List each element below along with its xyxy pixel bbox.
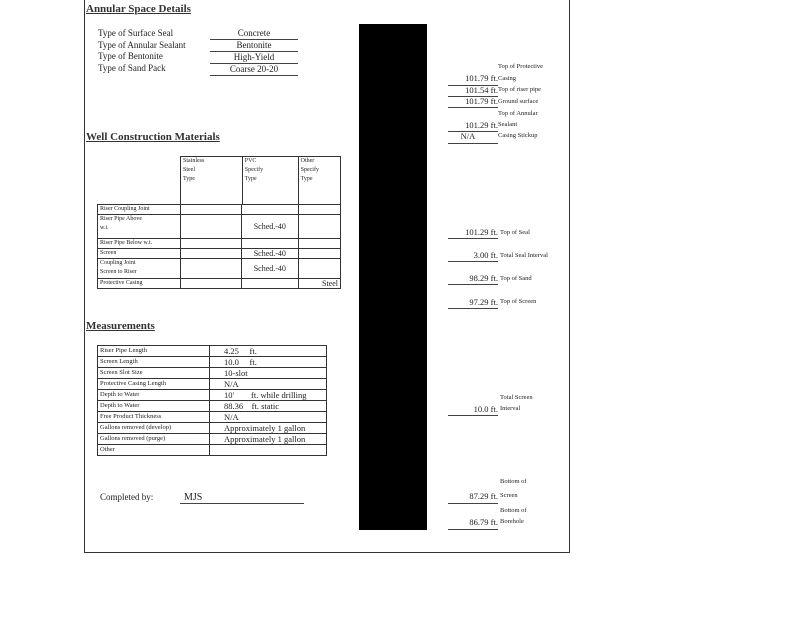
cell-value: Sched.-40 bbox=[242, 215, 298, 239]
measurements-table bbox=[97, 345, 327, 456]
elev-label: Screen bbox=[500, 492, 518, 499]
table-row bbox=[98, 215, 341, 239]
elev-line bbox=[448, 284, 498, 285]
elev-value: 101.79 ft. bbox=[465, 73, 498, 83]
annular-values bbox=[210, 28, 298, 76]
elev-label: Top of Protective bbox=[498, 63, 544, 70]
elev-label: Casing Stickup bbox=[498, 132, 538, 139]
form-frame-left bbox=[84, 0, 85, 553]
elev-value: N/A bbox=[460, 131, 476, 141]
annular-value: Coarse 20-20 bbox=[210, 64, 298, 76]
elev-label: Top of Screen bbox=[500, 298, 537, 305]
measurements-title: Measurements bbox=[86, 320, 155, 332]
table-row: Riser Pipe Length 4.25 ft. bbox=[98, 346, 327, 357]
materials-header-table bbox=[180, 156, 341, 205]
elev-line bbox=[448, 308, 498, 309]
elev-line bbox=[448, 261, 498, 262]
annular-label: Type of Annular Sealant bbox=[98, 39, 186, 50]
elev-label: Total Seal Interval bbox=[500, 252, 548, 259]
annular-title: Annular Space Details bbox=[86, 3, 191, 15]
header-pvc: PVC Specify Type bbox=[242, 157, 298, 205]
elev-label: Top of Seal bbox=[500, 229, 530, 236]
elev-value: 97.29 ft. bbox=[469, 297, 498, 307]
elev-label: Top of Annular bbox=[498, 110, 538, 117]
row-label: Riser Coupling Joint bbox=[98, 205, 181, 215]
cell-value: Steel bbox=[298, 279, 340, 289]
elev-value: 3.00 ft. bbox=[473, 250, 498, 260]
completed-value: MJS bbox=[180, 492, 304, 504]
annular-labels bbox=[98, 28, 186, 74]
elev-label: Interval bbox=[500, 405, 521, 412]
table-row: Free Product Thickness N/A bbox=[98, 412, 327, 423]
row-label: Riser Pipe Above w.t. bbox=[98, 215, 181, 239]
well-column bbox=[359, 24, 427, 530]
elev-label: Sealant bbox=[498, 121, 518, 128]
elev-line bbox=[448, 415, 498, 416]
table-row: Other bbox=[98, 445, 327, 456]
elev-label: Total Screen bbox=[500, 394, 533, 401]
elev-value: 10.0 ft. bbox=[473, 404, 498, 414]
table-row: Gallons removed (develop) Approximately 1 gallon bbox=[98, 423, 327, 434]
elev-value: 86.79 ft. bbox=[469, 517, 498, 527]
header-other: Other Specify Type bbox=[298, 157, 340, 205]
annular-label: Type of Surface Seal bbox=[98, 28, 174, 38]
elev-label: Borehole bbox=[500, 518, 524, 525]
annular-value: Concrete bbox=[210, 28, 298, 40]
table-row bbox=[98, 239, 341, 249]
elev-value: 101.54 ft. bbox=[465, 85, 498, 95]
elev-value: 101.79 ft. bbox=[465, 96, 498, 106]
elev-value: 101.29 ft. bbox=[465, 120, 498, 130]
materials-table bbox=[97, 204, 341, 289]
elev-label: Bottom of bbox=[500, 507, 527, 514]
elev-value: 87.29 ft. bbox=[469, 491, 498, 501]
annular-label: Type of Bentonite bbox=[98, 51, 163, 61]
annular-label: Type of Sand Pack bbox=[98, 62, 166, 73]
form-frame-right bbox=[569, 0, 570, 553]
elev-value: 98.29 ft. bbox=[469, 273, 498, 283]
table-row bbox=[98, 249, 341, 259]
row-label: Protective Casing bbox=[98, 279, 181, 289]
elev-label: Casing bbox=[498, 75, 517, 82]
table-row bbox=[98, 279, 341, 289]
table-row: Screen Length 10.0 ft. bbox=[98, 357, 327, 368]
row-label: Riser Pipe Below w.t. bbox=[98, 239, 181, 249]
annular-value: High-Yield bbox=[210, 52, 298, 64]
elev-label: Bottom of bbox=[500, 478, 527, 485]
elev-line bbox=[448, 238, 498, 239]
row-label: Coupling Joint Screen to Riser bbox=[98, 259, 181, 279]
cell-value: Sched.-40 bbox=[242, 249, 298, 259]
table-row: Depth to Water 10' ft. while drilling bbox=[98, 390, 327, 401]
elev-label: Top of Sand bbox=[500, 275, 532, 282]
form-frame-bottom bbox=[84, 552, 570, 553]
elev-line bbox=[448, 143, 498, 144]
table-row: Protective Casing Length N/A bbox=[98, 379, 327, 390]
completed-label: Completed by: bbox=[100, 492, 154, 502]
table-row: Depth to Water 88.36 ft. static bbox=[98, 401, 327, 412]
table-row bbox=[98, 259, 341, 279]
table-row: Gallons removed (purge) Approximately 1 gallon bbox=[98, 434, 327, 445]
header-stainless: Stainless Steel Type bbox=[181, 157, 243, 205]
elev-line bbox=[448, 107, 498, 108]
table-row bbox=[98, 205, 341, 215]
elev-label: Top of riser pipe bbox=[498, 86, 542, 93]
elev-line bbox=[448, 529, 498, 530]
table-row: Screen Slot Size 10-slot bbox=[98, 368, 327, 379]
row-label: Screen bbox=[98, 249, 181, 259]
elev-label: Ground surface bbox=[498, 98, 539, 105]
elev-value: 101.29 ft. bbox=[465, 227, 498, 237]
cell-value: Sched.-40 bbox=[242, 259, 298, 279]
materials-title: Well Construction Materials bbox=[86, 131, 220, 143]
elev-line bbox=[448, 503, 498, 504]
annular-value: Bentonite bbox=[210, 40, 298, 52]
